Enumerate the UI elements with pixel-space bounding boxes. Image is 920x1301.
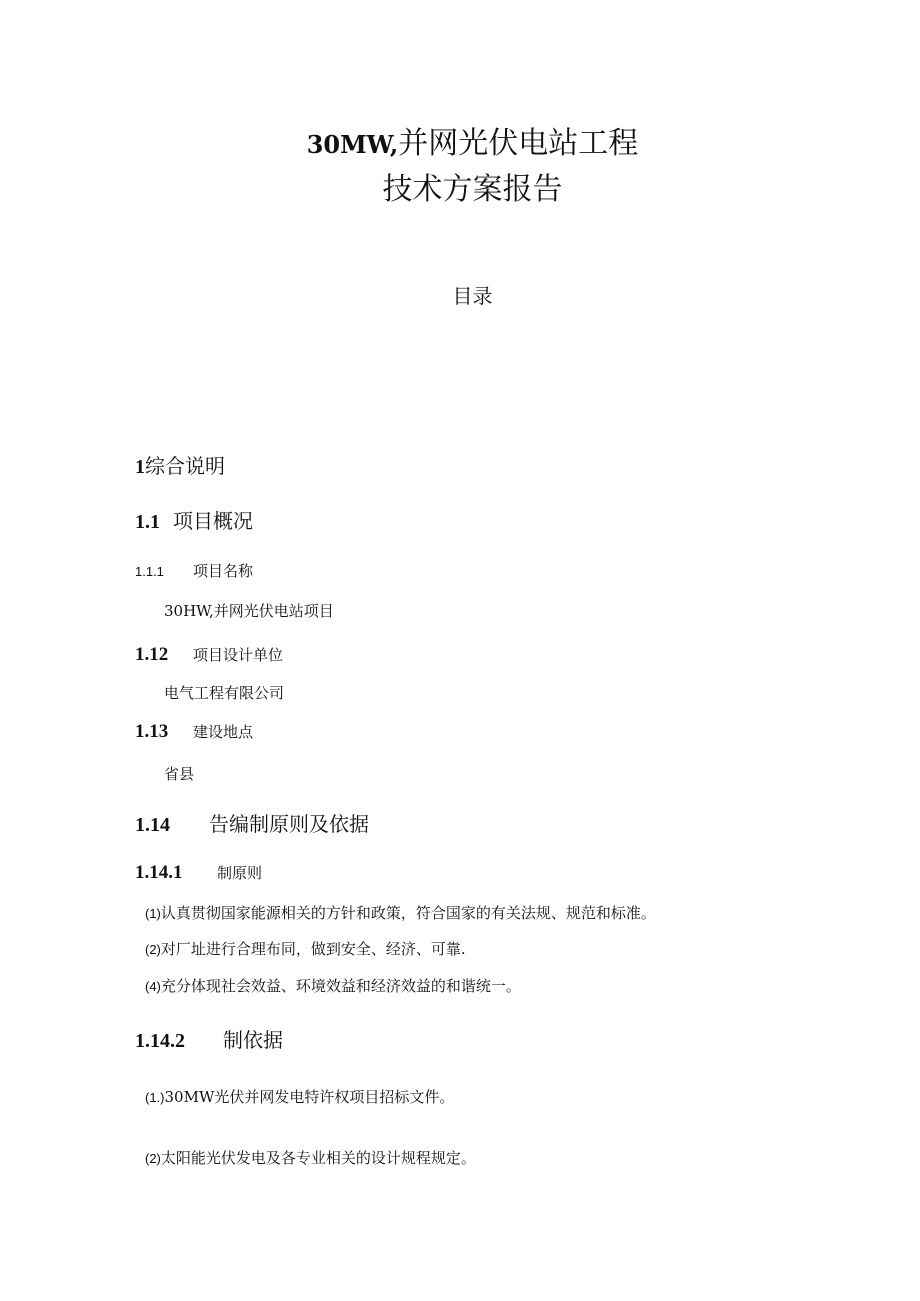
item-text: 太阳能光伏发电及各专业相关的设计规程规定。 — [160, 1149, 476, 1167]
section-1-1-1-heading — [135, 560, 253, 583]
section-number: 1.1.1 — [135, 564, 164, 579]
location-content: 省县 — [164, 765, 195, 783]
section-number: 1.14 — [135, 814, 170, 836]
principle-item — [145, 975, 521, 998]
section-1-14-heading — [135, 810, 369, 839]
item-marker: (2) — [145, 942, 161, 957]
principle-item — [145, 938, 466, 961]
document-title-line1 — [0, 124, 920, 165]
item-marker: (4) — [145, 979, 161, 994]
section-title: 项目设计单位 — [193, 646, 284, 664]
section-title: 制依据 — [223, 1028, 283, 1052]
item-text: 充分体现社会效益、环境效益和经济效益的和谐统一。 — [160, 977, 521, 995]
section-number: 1 — [135, 456, 145, 478]
title-capacity: 30MW, — [306, 130, 399, 159]
document-title-line2: 技术方案报告 — [382, 172, 563, 207]
basis-item — [145, 1086, 454, 1109]
section-number: 1.14.2 — [135, 1030, 185, 1052]
item-marker: (1) — [145, 906, 161, 921]
section-1-14-1-heading — [135, 862, 262, 884]
item-text: 对厂址进行合理布同，做到安全、经济、可靠. — [160, 940, 466, 958]
item-marker: (1.) — [145, 1090, 165, 1105]
design-unit-content: 电气工程有限公司 — [164, 684, 285, 702]
item-text: 认真贯彻国家能源相关的方针和政策，符合国家的有关法规、规范和标准。 — [160, 904, 656, 922]
principle-item — [145, 902, 656, 925]
section-1-13-heading — [135, 721, 253, 743]
section-title: 制原则 — [217, 864, 263, 882]
section-1-12-heading — [135, 644, 283, 666]
section-title: 综合说明 — [145, 454, 225, 478]
section-number: 1.1 — [135, 511, 160, 533]
item-text: 30MW光伏并网发电特许权项目招标文件。 — [164, 1088, 455, 1106]
section-1-1-heading — [135, 507, 253, 536]
section-number: 1.12 — [135, 644, 169, 665]
section-1-heading — [135, 452, 225, 481]
section-title: 项目名称 — [193, 562, 254, 580]
item-marker: (2) — [145, 1151, 161, 1166]
section-1-14-2-heading — [135, 1026, 283, 1055]
basis-item — [145, 1147, 476, 1170]
section-title: 告编制原则及依据 — [209, 812, 369, 836]
section-number: 1.14.1 — [135, 862, 183, 883]
title-project-name: 并网光伏电站工程 — [398, 126, 639, 161]
project-name-content: 30HW,并网光伏电站项目 — [164, 602, 334, 620]
toc-heading: 目录 — [452, 284, 493, 308]
section-number: 1.13 — [135, 721, 169, 742]
section-title: 项目概况 — [173, 509, 253, 533]
section-title: 建设地点 — [193, 723, 254, 741]
